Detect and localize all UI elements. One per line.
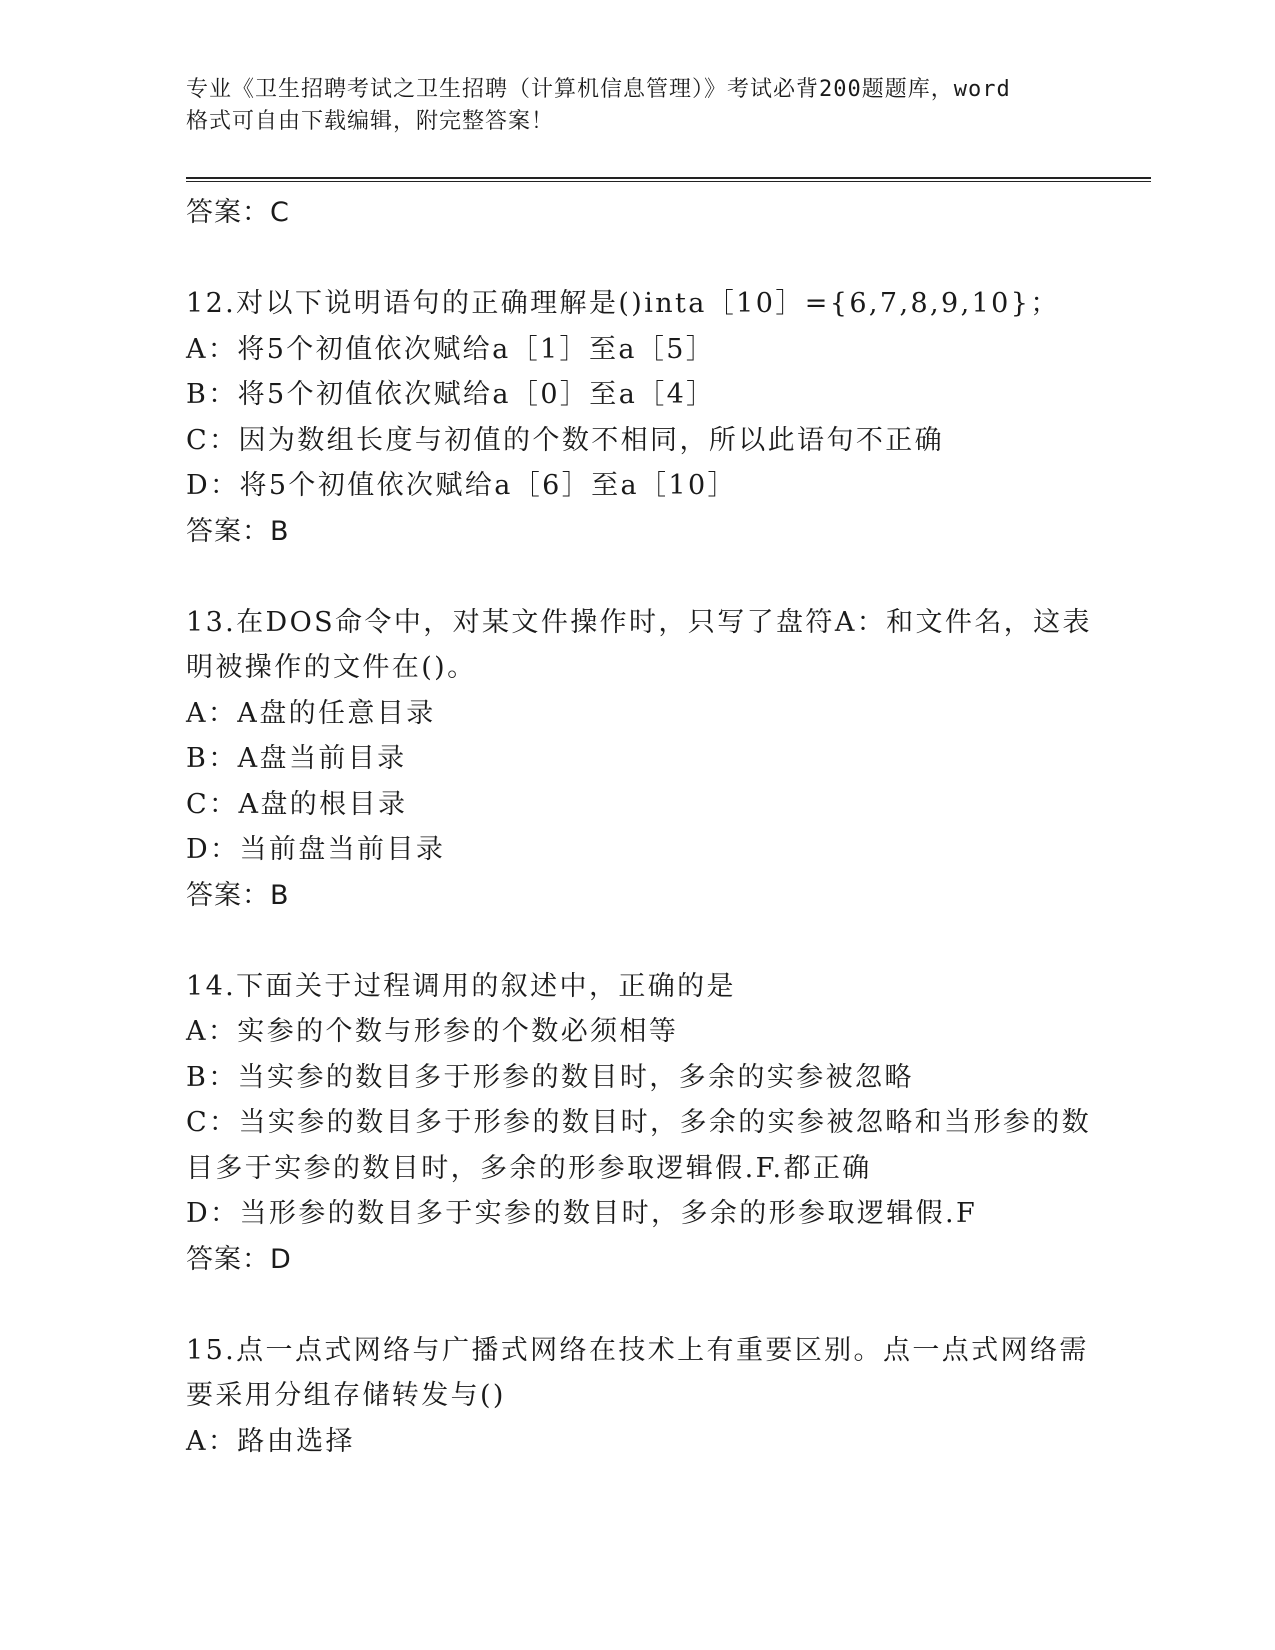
spacer: [186, 918, 1086, 964]
answer-line: 答案：B: [186, 879, 290, 911]
spacer: [186, 554, 1086, 600]
option-line: D：将5个初值依次赋给a［6］至a［10］: [186, 470, 737, 501]
question-block: [186, 1328, 1089, 1465]
option-line: C：当实参的数目多于形参的数目时，多余的实参被忽略和当形参的数: [186, 1107, 1092, 1138]
answer-line: 答案：B: [186, 515, 290, 547]
question-block: [186, 964, 1092, 1328]
question-stem-line: 要采用分组存储转发与(): [186, 1380, 506, 1411]
question-stem-line: 明被操作的文件在()。: [186, 652, 477, 683]
option-line: A：路由选择: [186, 1425, 355, 1457]
question-stem-line: 13.在DOS命令中，对某文件操作时，只写了盘符A：和文件名，这表: [186, 606, 1092, 638]
header-rule-thin: [186, 181, 1151, 182]
option-line: C：A盘的根目录: [186, 788, 408, 820]
option-line: D：当前盘当前目录: [186, 834, 446, 865]
option-line: C：因为数组长度与初值的个数不相同，所以此语句不正确: [186, 424, 945, 456]
previous-answer: 答案：C: [186, 197, 290, 228]
option-line: B：当实参的数目多于形参的数目时，多余的实参被忽略: [186, 1061, 914, 1093]
option-line: A：将5个初值依次赋给a［1］至a［5］: [186, 333, 716, 365]
question-stem-line: 15.点一点式网络与广播式网络在技术上有重要区别。点一点式网络需: [186, 1334, 1089, 1366]
document-body: [186, 190, 1092, 1464]
header-rule-thick: [186, 177, 1151, 179]
question-stem-line: 12.对以下说明语句的正确理解是()inta［10］={6,7,8,9,10}；: [186, 288, 1060, 319]
question-block: [186, 600, 1092, 964]
question-stem-line: 14.下面关于过程调用的叙述中，正确的是: [186, 970, 736, 1002]
answer-line: 答案：D: [186, 1243, 292, 1275]
option-line: D：当形参的数目多于实参的数目时，多余的形参取逻辑假.F: [186, 1198, 978, 1229]
option-line: A：A盘的任意目录: [186, 697, 436, 729]
option-line: 目多于实参的数目时，多余的形参取逻辑假.F.都正确: [186, 1152, 872, 1184]
header-line-1: 专业《卫生招聘考试之卫生招聘（计算机信息管理）》考试必背200题题库，word: [186, 77, 1011, 102]
question-block: [186, 281, 1086, 600]
option-line: B：将5个初值依次赋给a［0］至a［4］: [186, 379, 716, 410]
spacer: [186, 236, 1086, 282]
header-line-2: 格式可自由下载编辑，附完整答案！: [186, 109, 555, 134]
option-line: B：A盘当前目录: [186, 743, 407, 774]
document-header: [186, 74, 1086, 138]
option-line: A：实参的个数与形参的个数必须相等: [186, 1016, 679, 1047]
spacer: [186, 1282, 1086, 1328]
